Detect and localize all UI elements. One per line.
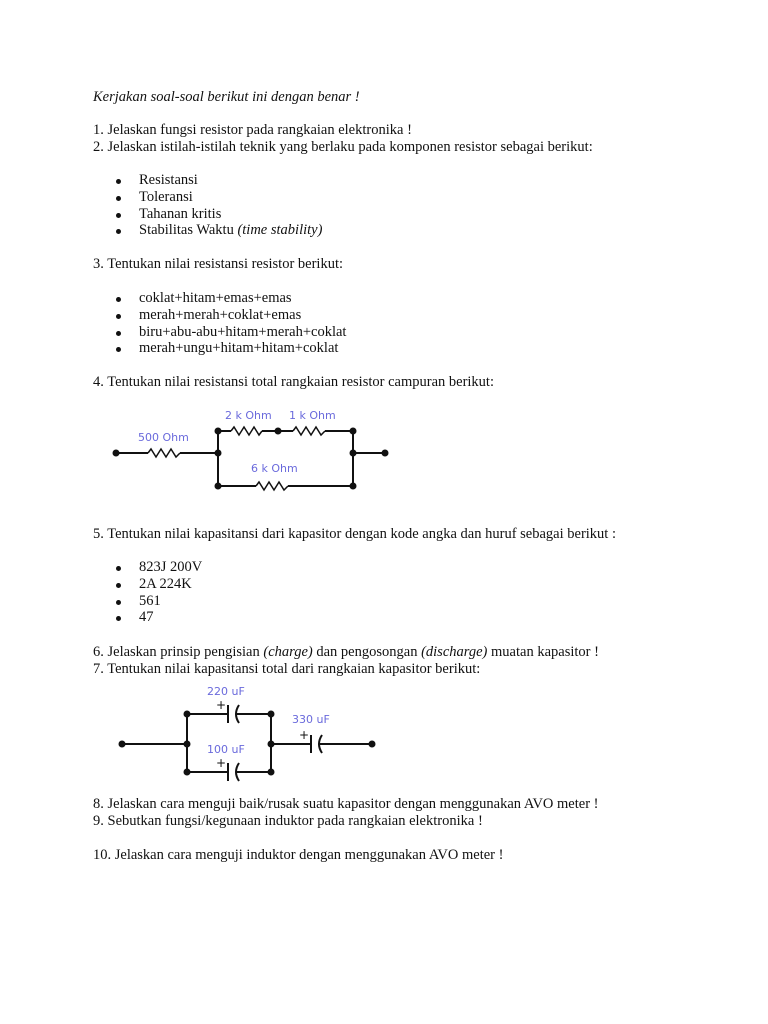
question-8: 8. Jelaskan cara menguji baik/rusak suatu kapasitor dengan menggunakan AVO meter ! xyxy=(93,796,599,812)
question-6-charge: (charge) xyxy=(263,644,313,660)
list-item-label: Stabilitas Waktu xyxy=(139,222,234,239)
question-2: 2. Jelaskan istilah-istilah teknik yang berlaku pada komponen resistor sebagai berikut: xyxy=(93,139,593,155)
page-heading: Kerjakan soal-soal berikut ini dengan benar ! xyxy=(93,89,360,105)
plus-sign: + xyxy=(216,698,227,712)
junction-node xyxy=(184,711,191,718)
question-7: 7. Tentukan nilai kapasitansi total dari rangkaian kapasitor berikut: xyxy=(93,661,481,677)
question-6-discharge: (discharge) xyxy=(421,644,488,660)
junction-node xyxy=(268,741,275,748)
question-9: 9. Sebutkan fungsi/kegunaan induktor pada rangkaian elektronika ! xyxy=(93,813,483,829)
plus-sign: + xyxy=(216,756,227,770)
label-500-ohm: 500 Ohm xyxy=(138,431,189,444)
question-6-suffix: muatan kapasitor ! xyxy=(491,644,599,660)
junction-node xyxy=(184,769,191,776)
question-3: 3. Tentukan nilai resistansi resistor berikut: xyxy=(93,256,344,272)
list-item: 47 xyxy=(114,609,202,626)
question-6-mid: dan pengosongan xyxy=(316,644,418,660)
list-item: merah+ungu+hitam+hitam+coklat xyxy=(114,340,346,357)
list-item: coklat+hitam+emas+emas xyxy=(114,290,346,307)
question-4: 4. Tentukan nilai resistansi total rangkaian resistor campuran berikut: xyxy=(93,374,494,390)
terminal-left xyxy=(119,741,126,748)
list-item: 823J 200V xyxy=(114,559,202,576)
label-100uf: 100 uF xyxy=(207,743,245,756)
list-item-note: (time stability) xyxy=(237,222,323,239)
list-item: Tahanan kritis xyxy=(114,206,322,223)
label-2k-ohm: 2 k Ohm xyxy=(225,409,272,422)
question-1: 1. Jelaskan fungsi resistor pada rangkaian elektronika ! xyxy=(93,122,412,138)
label-330uf: 330 uF xyxy=(292,713,330,726)
label-220uf: 220 uF xyxy=(207,685,245,698)
list-item: 2A 224K xyxy=(114,576,202,593)
list-item: biru+abu-abu+hitam+merah+coklat xyxy=(114,324,346,341)
plus-sign: + xyxy=(299,728,310,742)
terminal-right xyxy=(369,741,376,748)
junction-node xyxy=(268,711,275,718)
question-5: 5. Tentukan nilai kapasitansi dari kapasitor dengan kode angka dan huruf sebagai berikut : xyxy=(93,526,616,542)
junction-node xyxy=(184,741,191,748)
question-6-prefix: 6. Jelaskan prinsip pengisian xyxy=(93,644,260,660)
list-item: 561 xyxy=(114,593,202,610)
question-10: 10. Jelaskan cara menguji induktor dengan menggunakan AVO meter ! xyxy=(93,847,504,863)
list-item: merah+merah+coklat+emas xyxy=(114,307,346,324)
label-6k-ohm: 6 k Ohm xyxy=(251,462,298,475)
list-item: Toleransi xyxy=(114,189,322,206)
label-1k-ohm: 1 k Ohm xyxy=(289,409,336,422)
list-item: Resistansi xyxy=(114,172,322,189)
junction-node xyxy=(268,769,275,776)
